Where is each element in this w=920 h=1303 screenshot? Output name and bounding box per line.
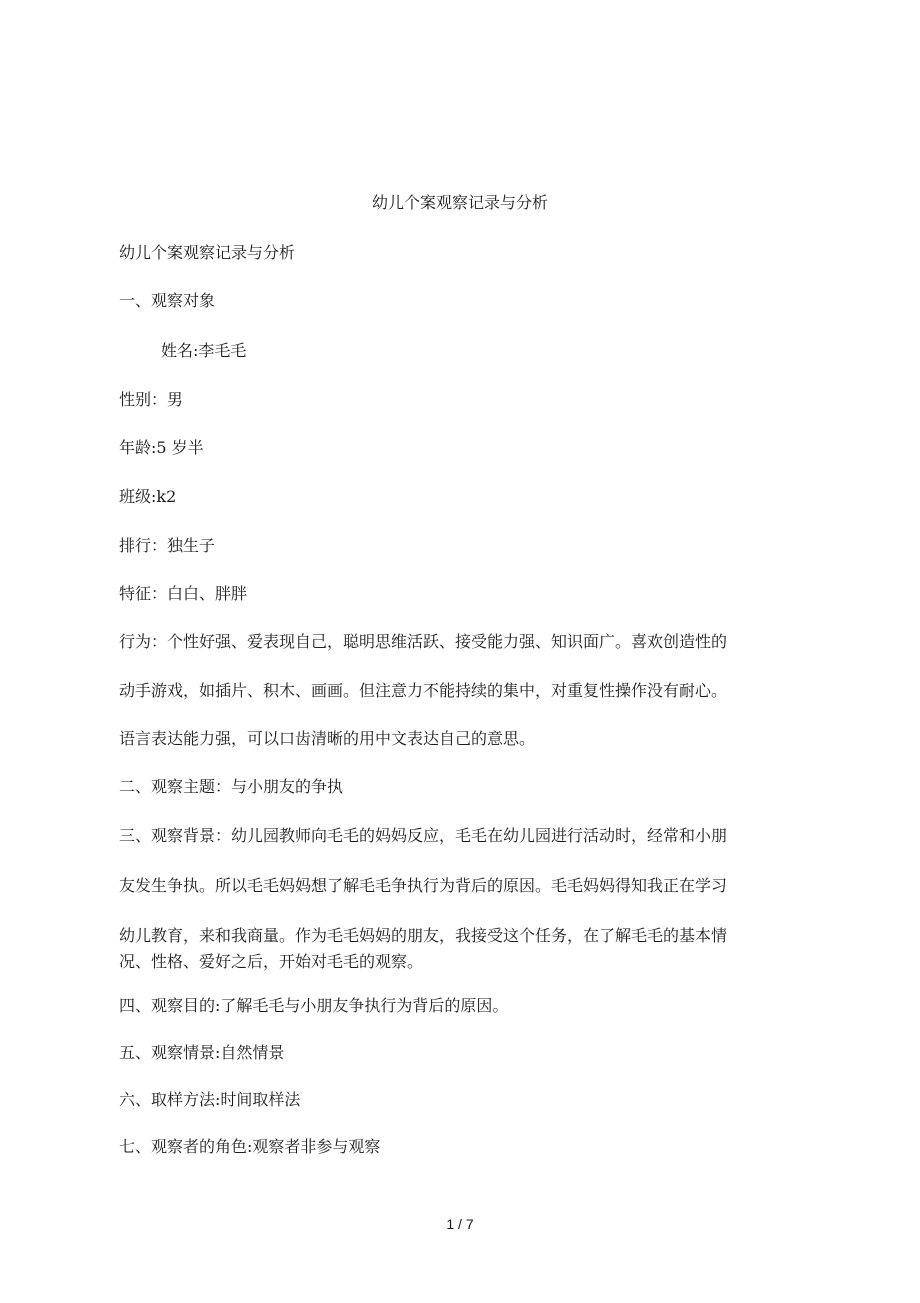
section6-sampling: 六、取样方法:时间取样法 [119,1090,301,1109]
behavior-line-3: 语言表达能力强，可以口齿清晰的用中文表达自己的意思。 [119,729,536,748]
subject-features: 特征：白白、胖胖 [119,584,248,603]
section7-role: 七、观察者的角色:观察者非参与观察 [119,1137,381,1156]
document-title: 幼儿个案观察记录与分析 [371,193,548,212]
subject-class: 班级:k2 [119,487,177,506]
section3-line-3: 幼儿教育，来和我商量。作为毛毛妈妈的朋友，我接受这个任务，在了解毛毛的基本情 [119,926,728,945]
document-subtitle: 幼儿个案观察记录与分析 [119,243,296,262]
subject-gender: 性别：男 [119,390,184,409]
section3-line-1: 三、观察背景：幼儿园教师向毛毛的妈妈反应，毛毛在幼儿园进行活动时，经常和小朋 [119,826,728,845]
section1-heading: 一、观察对象 [119,291,216,310]
subject-name: 姓名:李毛毛 [161,341,247,360]
section3-line-4: 况、性格、爱好之后，开始对毛毛的观察。 [119,952,424,971]
behavior-line-2: 动手游戏，如插片、积木、画画。但注意力不能持续的集中，对重复性操作没有耐心。 [119,681,728,700]
page-number: 1 / 7 [446,1216,474,1232]
section5-setting: 五、观察情景:自然情景 [119,1043,285,1062]
section4-purpose: 四、观察目的:了解毛毛与小朋友争执行为背后的原因。 [119,996,509,1015]
behavior-line-1: 行为：个性好强、爱表现自己，聪明思维活跃、接受能力强、知识面广。喜欢创造性的 [119,632,728,651]
section3-line-2: 友发生争执。所以毛毛妈妈想了解毛毛争执行为背后的原因。毛毛妈妈得知我正在学习 [119,876,728,895]
subject-age: 年龄:5 岁半 [119,438,204,457]
section2-topic: 二、观察主题：与小朋友的争执 [119,777,344,796]
subject-birth-order: 排行：独生子 [119,536,216,555]
